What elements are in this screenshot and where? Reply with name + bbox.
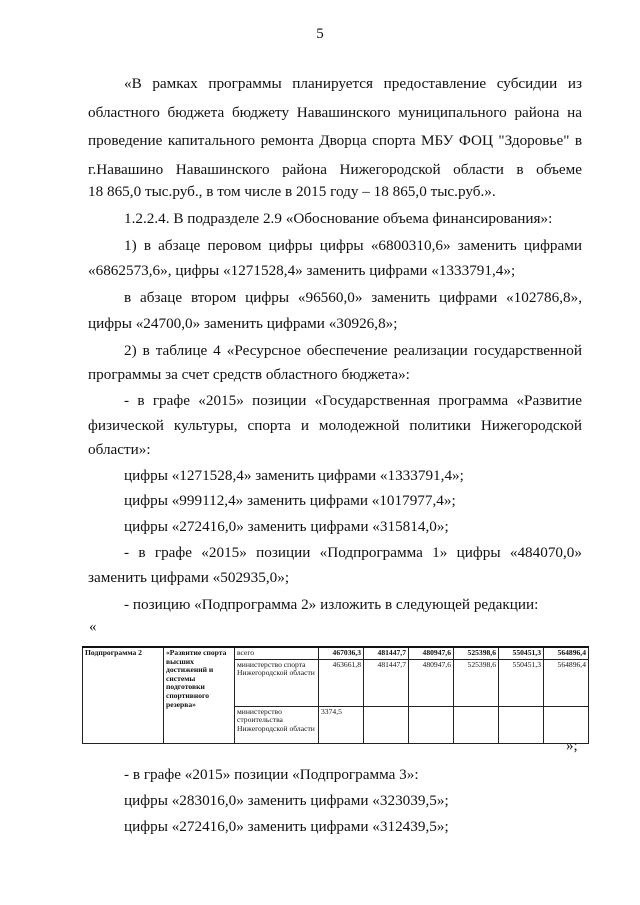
paragraph-line: заменить цифрами «502935,0»; — [88, 569, 290, 586]
value-cell: 481447,7 — [364, 659, 409, 706]
value-cell: 467036,3 — [319, 647, 364, 659]
source-cell: всего — [235, 647, 319, 659]
value-cell — [454, 706, 499, 743]
table-row — [83, 647, 589, 659]
subprogram-title-cell: «Развитие спорта высших достижений и системы подготовки спортивного резерва» — [164, 647, 235, 743]
source-cell: министерство спорта Нижегородской области — [235, 659, 319, 706]
value-cell — [409, 706, 454, 743]
value-cell: 463661,8 — [319, 659, 364, 706]
page-number: 5 — [316, 26, 324, 42]
paragraph-line: цифры «1271528,4» заменить цифрами «1333791,4»; — [124, 467, 464, 484]
paragraph-line: 2) в таблице 4 «Ресурсное обеспечение реализации государственной — [124, 342, 582, 359]
paragraph-line: - позицию «Подпрограмма 2» изложить в следующей редакции: — [124, 596, 539, 613]
paragraph-line: областного бюджета бюджету Навашинского муниципального района на — [88, 104, 582, 121]
paragraph-line: «В рамках программы планируется предоставление субсидии из — [124, 75, 582, 92]
value-cell: 564896,4 — [544, 647, 589, 659]
paragraph-line: области»: — [88, 441, 151, 458]
subprogram-table — [82, 646, 589, 744]
paragraph-line: - в графе «2015» позиции «Подпрограмма 1» цифры «484070,0» — [124, 544, 582, 561]
value-cell: 481447,7 — [364, 647, 409, 659]
section-heading: 1.2.2.4. В подразделе 2.9 «Обоснование объема финансирования»: — [124, 210, 553, 227]
paragraph-line: цифры «283016,0» заменить цифрами «323039,5»; — [124, 792, 449, 809]
paragraph-line: - в графе «2015» позиции «Государственная программа «Развитие — [124, 392, 582, 409]
paragraph-line: «6862573,6», цифры «1271528,4» заменить цифрами «1333791,4»; — [88, 262, 516, 279]
paragraph-line: цифры «272416,0» заменить цифрами «315814,0»; — [124, 518, 449, 535]
paragraph-line: в абзаце втором цифры «96560,0» заменить цифрами «102786,8», — [124, 289, 582, 306]
paragraph-line: 1) в абзаце перовом цифры цифры «6800310,6» заменить цифрами — [124, 237, 582, 254]
value-cell: 480947,6 — [409, 659, 454, 706]
value-cell: 564896,4 — [544, 659, 589, 706]
paragraph-line: цифры «24700,0» заменить цифрами «30926,8»; — [88, 315, 398, 332]
paragraph-line: проведение капитального ремонта Дворца спорта МБУ ФОЦ "Здоровье" в — [88, 132, 582, 149]
value-cell: 550451,3 — [499, 647, 544, 659]
subprogram-name-cell: Подпрограмма 2 — [83, 647, 164, 743]
value-cell: 550451,3 — [499, 659, 544, 706]
value-cell: 525398,6 — [454, 647, 499, 659]
opening-quote: « — [89, 619, 97, 635]
paragraph-line: цифры «272416,0» заменить цифрами «312439,5»; — [124, 818, 449, 835]
paragraph-line: физической культуры, спорта и молодежной политики Нижегородской — [88, 417, 582, 434]
closing-quote: »; — [566, 738, 578, 754]
value-cell — [499, 706, 544, 743]
paragraph-line: программы за счет средств областного бюджета»: — [88, 366, 410, 383]
source-cell: министерство строительства Нижегородской области — [235, 706, 319, 743]
paragraph-line: цифры «999112,4» заменить цифрами «1017977,4»; — [124, 492, 456, 509]
value-cell: 3374,5 — [319, 706, 364, 743]
paragraph-line: г.Навашино Навашинского района Нижегородской области в объеме — [88, 161, 582, 178]
paragraph-line: 18 865,0 тыс.руб., в том числе в 2015 году – 18 865,0 тыс.руб.». — [88, 183, 496, 200]
value-cell: 525398,6 — [454, 659, 499, 706]
paragraph-line: - в графе «2015» позиции «Подпрограмма 3»: — [124, 766, 419, 783]
value-cell — [364, 706, 409, 743]
value-cell: 480947,6 — [409, 647, 454, 659]
